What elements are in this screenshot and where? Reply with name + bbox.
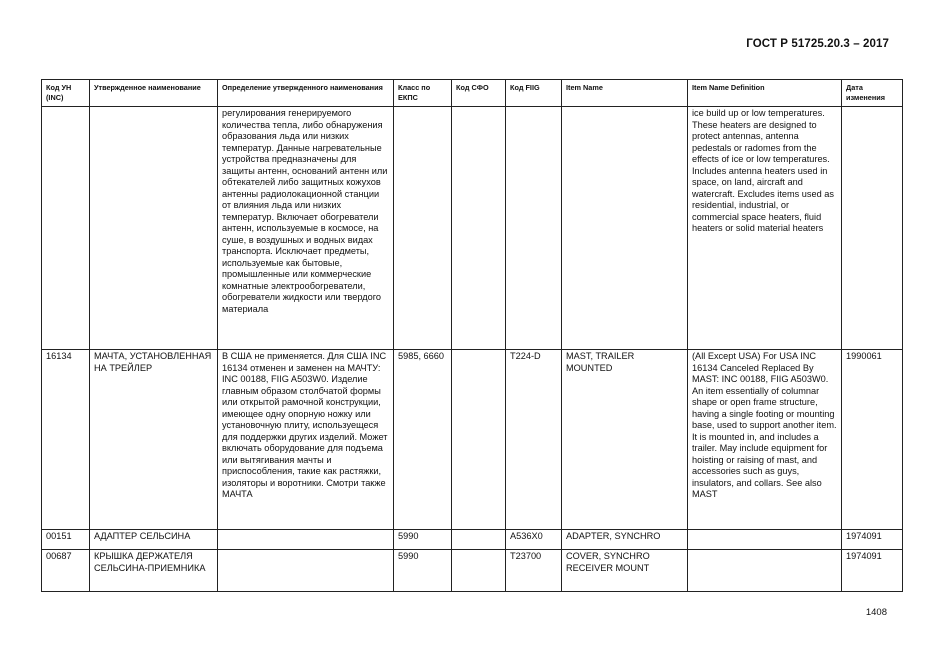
column-header-inc: Код УН (INC) xyxy=(42,80,90,107)
cell-definition-ru xyxy=(218,550,394,592)
cell-fiig: A536X0 xyxy=(506,530,562,550)
cell-inc: 00687 xyxy=(42,550,90,592)
table-row xyxy=(42,350,903,530)
cell-item-name: ADAPTER, SYNCHRO xyxy=(562,530,688,550)
document-header: ГОСТ Р 51725.20.3 – 2017 xyxy=(746,38,889,50)
cell-item-definition xyxy=(688,550,842,592)
cell-inc: 00151 xyxy=(42,530,90,550)
cell-ekps: 5990 xyxy=(394,550,452,592)
cell-name-ru xyxy=(90,107,218,350)
column-header-date: Дата изменения xyxy=(842,80,903,107)
cell-date: 1990061 xyxy=(842,350,903,530)
page-number: 1408 xyxy=(865,607,887,618)
cell-date: 1974091 xyxy=(842,550,903,592)
column-header-item-definition: Item Name Definition xyxy=(688,80,842,107)
cell-ekps xyxy=(394,107,452,350)
catalog-table xyxy=(41,79,903,592)
column-header-fiig: Код FIIG xyxy=(506,80,562,107)
column-header-ekps: Класс по ЕКПС xyxy=(394,80,452,107)
cell-definition-ru xyxy=(218,530,394,550)
column-header-sfo: Код СФО xyxy=(452,80,506,107)
cell-item-name: COVER, SYNCHRO RECEIVER MOUNT xyxy=(562,550,688,592)
table-row xyxy=(42,550,903,592)
cell-date: 1974091 xyxy=(842,530,903,550)
cell-item-definition: (All Except USA) For USA INC 16134 Canceled Replaced By MAST: INC 00188, FIIG A503W0. An item essentially of columnar shape or open frame structure, having a single footing or mounting base, used to support another item. It is mounted in, and includes a trailer. May include equipment for hoisting or raising of mast, and accessories such as guys, insulators, and collars. See also MAST xyxy=(688,350,842,530)
cell-inc: 16134 xyxy=(42,350,90,530)
cell-item-definition: ice build up or low temperatures. These heaters are designed to protect antennas, antenna pedestals or radomes from the effects of ice or low temperatures. Includes antenna heaters used in space, on land, aircraft and watercraft. Excludes items used as residential, industrial, or commercial space heaters, fluid heaters or solid material heaters xyxy=(688,107,842,350)
cell-sfo xyxy=(452,350,506,530)
cell-item-name: MAST, TRAILER MOUNTED xyxy=(562,350,688,530)
cell-item-definition xyxy=(688,530,842,550)
cell-name-ru: АДАПТЕР СЕЛЬСИНА xyxy=(90,530,218,550)
cell-ekps: 5990 xyxy=(394,530,452,550)
cell-date xyxy=(842,107,903,350)
cell-definition-ru: регулирования генерируемого количества тепла, либо обнаружения образования льда или низких температур. Данные нагревательные устройства предназначены для защиты антенн, оснований антенн или обтекателей либо защитных кожухов антенны радиолокационной станции от влияния льда или низких температур. Включает обогреватели антенн, используемые в космосе, на суше, в воздушных и водных видах транспорта. Исключает предметы, используемые как бытовые, промышленные или коммерческие комнатные электрообогреватели, обогреватели жидкости или твердого материала xyxy=(218,107,394,350)
cell-item-name xyxy=(562,107,688,350)
cell-sfo xyxy=(452,530,506,550)
cell-fiig: T23700 xyxy=(506,550,562,592)
cell-inc xyxy=(42,107,90,350)
cell-name-ru: МАЧТА, УСТАНОВЛЕННАЯ НА ТРЕЙЛЕР xyxy=(90,350,218,530)
column-header-definition-ru: Определение утвержденного наименования xyxy=(218,80,394,107)
cell-fiig: T224-D xyxy=(506,350,562,530)
table-row xyxy=(42,530,903,550)
table-header-row xyxy=(42,80,903,107)
cell-sfo xyxy=(452,107,506,350)
cell-definition-ru: В США не применяется. Для США INC 16134 отменен и заменен на МАЧТУ: INC 00188, FIIG A503W0. Изделие главным образом столбчатой формы или открытой рамочной конструкции, имеющее одну опорную ножку или установочную плиту, используещеся для поддержки других изделий. Может включать оборудование для подъема или вытягивания мачты и приспособления, такие как растяжки, изоляторы и воротники. Смотри также МАЧТА xyxy=(218,350,394,530)
column-header-item-name: Item Name xyxy=(562,80,688,107)
cell-ekps: 5985, 6660 xyxy=(394,350,452,530)
cell-name-ru: КРЫШКА ДЕРЖАТЕЛЯ СЕЛЬСИНА-ПРИЕМНИКА xyxy=(90,550,218,592)
cell-fiig xyxy=(506,107,562,350)
table-row xyxy=(42,107,903,350)
cell-sfo xyxy=(452,550,506,592)
column-header-name-ru: Утвержденное наименование xyxy=(90,80,218,107)
